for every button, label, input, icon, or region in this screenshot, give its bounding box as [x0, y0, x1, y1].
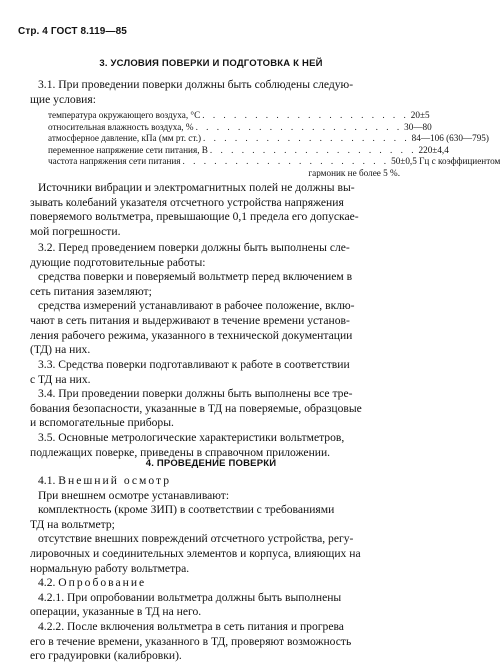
section-4-title: 4. ПРОВЕДЕНИЕ ПОВЕРКИ — [145, 458, 277, 469]
text-line: поверяемого вольтметра, превышающие 0,1 предела его допускае- — [30, 210, 359, 224]
text-line: бования безопасности, указанные в ТД на поверяемые, образцовые — [30, 401, 362, 415]
paragraph-3-3 — [30, 358, 400, 460]
condition-row-continuation — [48, 168, 400, 180]
paragraph-sources — [30, 181, 400, 239]
subsection-heading — [38, 474, 400, 489]
paragraph-4-1 — [30, 474, 400, 664]
text-line: 3.4. При проведении поверки должны быть выполнены все тре- — [38, 387, 353, 401]
page-header: Стр. 4 ГОСТ 8.119—85 — [18, 26, 127, 37]
text-line: щие условия: — [30, 92, 96, 106]
condition-value: 220±4,4 — [418, 144, 449, 155]
condition-value: гармоник не более 5 %. — [308, 167, 400, 178]
text-line: 3.2. Перед проведением поверки должны быть выполнены сле- — [38, 241, 350, 254]
text-line: его градуировки (калибровки). — [30, 649, 182, 663]
leader-dots: . . . . . . . . . . . . . . . . . . . . — [195, 121, 403, 132]
text-line: 3.1. При проведении поверки должны быть соблюдены следую- — [38, 78, 354, 91]
text-line: дующие подготовительные работы: — [30, 255, 206, 269]
subsection-title: Опробование — [58, 576, 147, 590]
text-line: 3.3. Средства поверки подготавливают к работе в соответствии — [38, 358, 350, 371]
condition-label: частота напряжения сети питания — [48, 156, 181, 167]
text-line: его в течение времени, указанного в ТД, проверяют возможность — [30, 634, 352, 648]
conditions-list — [48, 110, 500, 180]
condition-row — [48, 156, 500, 168]
text-line: ления рабочего режима, указанного в технической документации — [30, 328, 353, 342]
text-line: операции, указанные в ТД на него. — [30, 605, 202, 619]
condition-row — [48, 133, 489, 145]
leader-dots: . . . . . . . . . . . . . . . . . . . . — [203, 133, 410, 144]
text-line: мой погрешности. — [30, 224, 121, 238]
text-line: лировочных и соединительных элементов и корпуса, влияющих на — [30, 546, 361, 560]
text-line: 3.5. Основные метрологические характеристики вольтметров, — [38, 430, 345, 444]
paragraph-3-1 — [30, 78, 400, 107]
text-line: 4.2.2. После включения вольтметра в сеть питания и прогрева — [38, 619, 344, 633]
text-line: отсутствие внешних повреждений отсчетного устройства, регу- — [38, 532, 354, 546]
text-line: и вспомогательные приборы. — [30, 416, 174, 430]
text-line: При внешнем осмотре устанавливают: — [38, 488, 230, 502]
subsection-heading — [38, 576, 400, 591]
text-line: подлежащих поверке, приведены в справочном приложении. — [30, 445, 331, 459]
condition-row — [48, 110, 430, 122]
text-line: ТД на вольтметр; — [30, 517, 115, 531]
text-line: комплектность (кроме ЗИП) в соответствии с требованиями — [38, 503, 335, 517]
text-line: 4.2.1. При опробовании вольтметра должны быть выполнены — [38, 590, 342, 604]
subsection-number: 4.1. — [38, 474, 56, 487]
subsection-number: 4.2. — [38, 576, 56, 590]
leader-dots: . . . . . . . . . . . . . . . . . . . . — [202, 110, 409, 120]
text-line: нормальную работу вольтметра. — [30, 561, 190, 575]
text-line: средства измерений устанавливают в рабочее положение, вклю- — [38, 299, 355, 313]
leader-dots: . . . . . . . . . . . . . . . . . . . . — [209, 144, 417, 155]
condition-value: 50±0,5 Гц с коэффициентом — [391, 156, 500, 167]
condition-row — [48, 144, 449, 157]
text-line: (ТД) на них. — [30, 343, 91, 357]
condition-value: 30—80 — [404, 121, 432, 132]
text-line: средства поверки и поверяемый вольтметр перед включением в — [38, 270, 353, 284]
condition-label: температура окружающего воздуха, °С — [48, 110, 201, 120]
text-line: чают в сеть питания и выдерживают в течение времени установ- — [30, 313, 350, 327]
text-line: зывать колебаний указателя отсчетного устройства напряжения — [30, 195, 344, 209]
paragraph-3-2 — [30, 241, 400, 358]
section-3-title: 3. УСЛОВИЯ ПОВЕРКИ И ПОДГОТОВКА К НЕЙ — [99, 58, 323, 69]
condition-row — [48, 121, 432, 134]
condition-label: переменное напряжение сети питания, В — [48, 144, 208, 155]
condition-value: 20±5 — [410, 110, 430, 120]
subsection-title: Внешний осмотр — [58, 474, 172, 487]
condition-label: атмосферное давление, кПа (мм рт. ст.) — [48, 133, 202, 144]
text-line: Источники вибрации и электромагнитных полей не должны вы- — [38, 181, 355, 194]
leader-dots: . . . . . . . . . . . . . . . . . . . . — [182, 156, 390, 167]
condition-value: 84—106 (630—795) — [411, 133, 489, 144]
condition-label: относительная влажность воздуха, % — [48, 121, 194, 132]
text-line: с ТД на них. — [30, 372, 91, 386]
text-line: сеть питания заземляют; — [30, 284, 152, 298]
